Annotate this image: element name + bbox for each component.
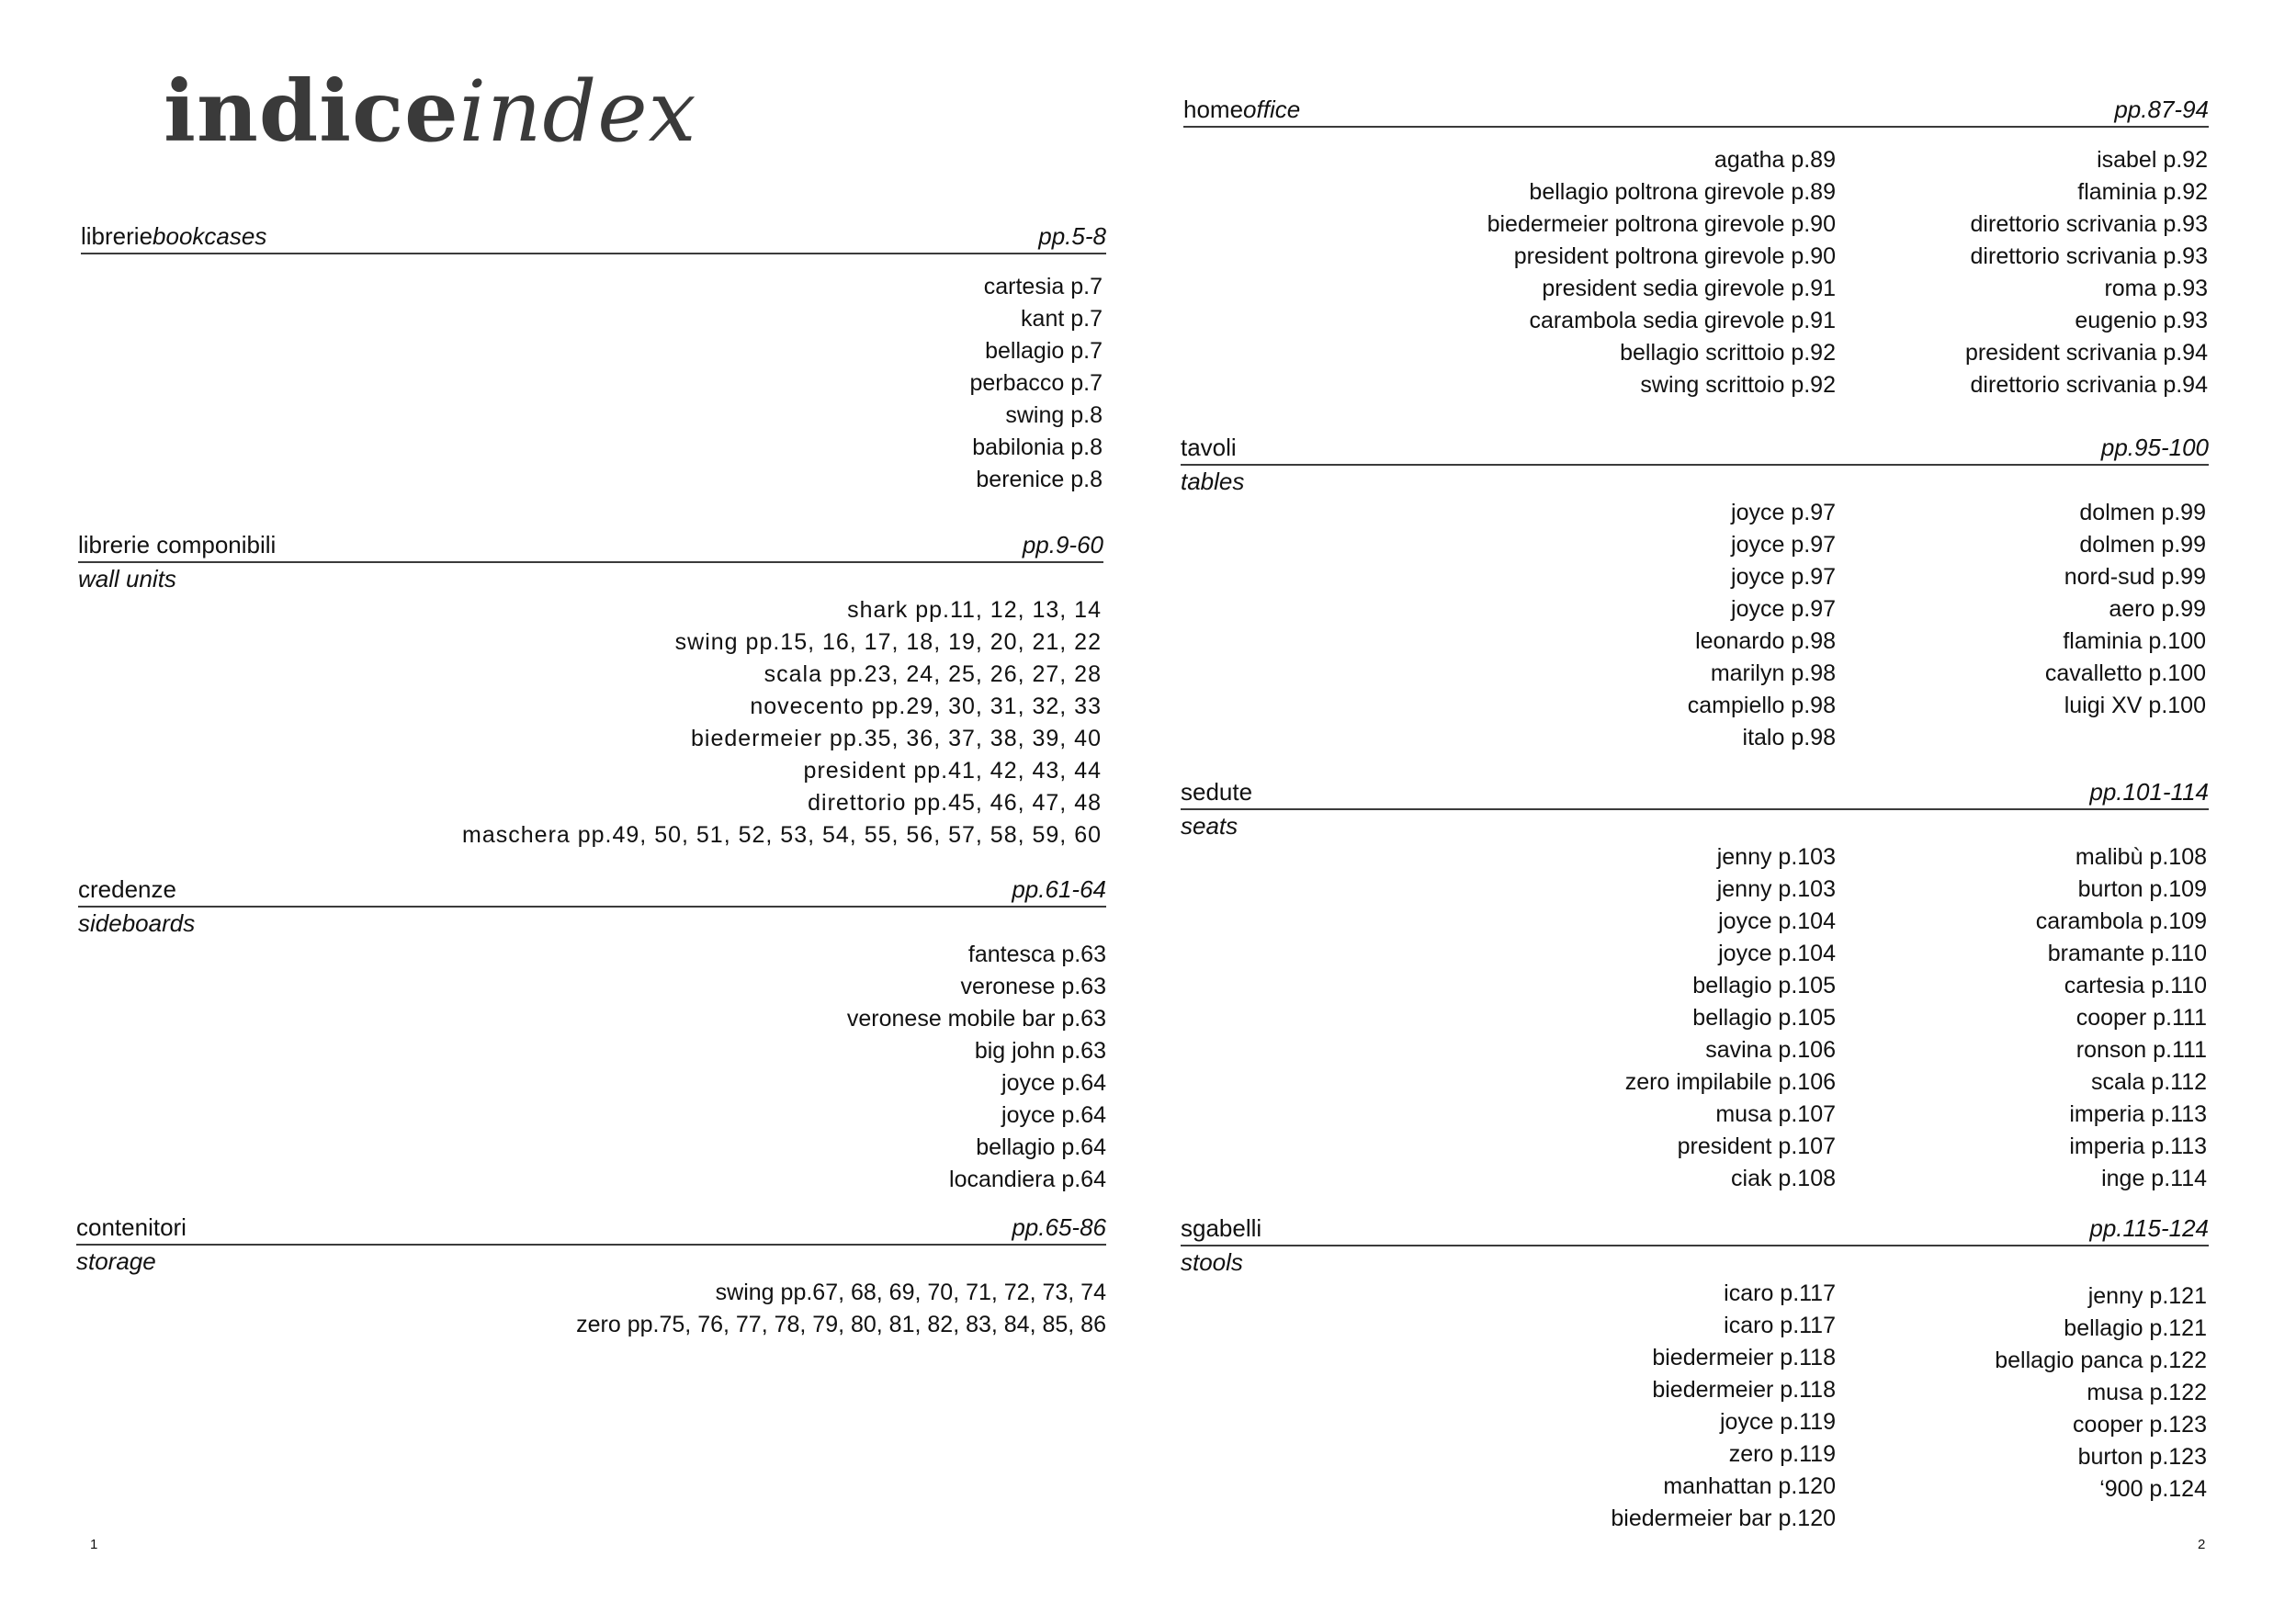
section-homeoffice	[1183, 94, 2209, 401]
list-item: inge p.114	[2101, 1166, 2207, 1191]
list-item: bellagio p.105	[1692, 973, 1836, 998]
list-item: veronese mobile bar p.63	[846, 1006, 1106, 1032]
section-title: tavoli	[1181, 434, 1237, 461]
item-column-2	[1836, 1278, 2207, 1535]
item-columns	[1181, 497, 2209, 754]
list-item: isabel p.92	[2097, 147, 2208, 173]
section-header	[76, 1212, 1106, 1246]
section-pages: pp.5-8	[1038, 222, 1106, 250]
list-item: bellagio p.64	[976, 1134, 1106, 1160]
list-item: musa p.107	[1715, 1101, 1836, 1127]
section-subtitle: storage	[76, 1247, 156, 1275]
list-item: direttorio pp.45, 46, 47, 48	[808, 790, 1102, 816]
list-item: dolmen p.99	[2079, 532, 2206, 558]
section-header	[81, 220, 1106, 254]
section-pages: pp.61-64	[1012, 875, 1106, 903]
list-item: swing pp.15, 16, 17, 18, 19, 20, 21, 22	[674, 629, 1102, 655]
section-subtitle: stools	[1181, 1248, 1243, 1276]
list-item: joyce p.64	[1001, 1070, 1106, 1096]
section-title: credenze	[78, 875, 176, 903]
item-list	[78, 594, 1103, 851]
section-contenitori	[76, 1212, 1106, 1341]
page-title: indiceindex	[164, 62, 697, 161]
list-item: eugenio p.93	[2075, 308, 2208, 333]
list-item: bellagio panca p.122	[1995, 1348, 2207, 1373]
list-item: joyce p.97	[1731, 596, 1836, 622]
list-item: dolmen p.99	[2079, 500, 2206, 525]
section-sgabelli	[1181, 1212, 2209, 1535]
list-item: savina p.106	[1705, 1037, 1836, 1063]
list-item: novecento pp.29, 30, 31, 32, 33	[750, 694, 1102, 719]
list-item: cooper p.123	[2073, 1412, 2207, 1438]
section-title: homeoffice	[1183, 96, 1301, 123]
list-item: manhattan p.120	[1663, 1473, 1836, 1499]
list-item: bellagio p.7	[985, 338, 1103, 364]
list-item: joyce p.104	[1718, 941, 1836, 966]
list-item: luigi XV p.100	[2064, 693, 2206, 718]
section-componibili	[78, 529, 1103, 851]
list-item: biedermeier pp.35, 36, 37, 38, 39, 40	[690, 726, 1102, 751]
item-column-2	[1836, 841, 2207, 1195]
list-item: scala pp.23, 24, 25, 26, 27, 28	[763, 661, 1102, 687]
list-item: joyce p.97	[1731, 532, 1836, 558]
list-item: bellagio p.105	[1692, 1005, 1836, 1031]
list-item: cartesia p.7	[983, 274, 1103, 299]
list-item: veronese p.63	[960, 974, 1106, 999]
section-header	[1181, 776, 2209, 810]
list-item: scala p.112	[2090, 1069, 2207, 1095]
list-item: direttorio scrivania p.93	[1970, 211, 2208, 237]
list-item: bellagio scrittoio p.92	[1620, 340, 1836, 366]
item-column-1	[1183, 144, 1836, 401]
section-pages: pp.101-114	[2089, 778, 2209, 806]
item-column-1	[1181, 497, 1836, 754]
list-item: musa p.122	[2087, 1380, 2207, 1405]
page-number-left: 1	[90, 1537, 98, 1552]
item-columns	[1183, 144, 2209, 401]
list-item: biedermeier p.118	[1652, 1345, 1836, 1370]
item-columns	[1181, 841, 2209, 1195]
list-item: carambola sedia girevole p.91	[1529, 308, 1836, 333]
list-item: imperia p.113	[2069, 1133, 2207, 1159]
list-item: zero p.119	[1728, 1441, 1836, 1467]
list-item: maschera pp.49, 50, 51, 52, 53, 54, 55, 56, 57, 58, 59, 60	[462, 822, 1102, 848]
list-item: flaminia p.100	[2063, 628, 2206, 654]
section-header	[1181, 1212, 2209, 1246]
list-item: cooper p.111	[2075, 1005, 2207, 1031]
list-item: locandiera p.64	[949, 1167, 1106, 1192]
list-item: joyce p.104	[1718, 908, 1836, 934]
list-item: burton p.123	[2077, 1444, 2207, 1470]
list-item: babilonia p.8	[972, 434, 1103, 460]
list-item: aero p.99	[2109, 596, 2206, 622]
list-item: jenny p.103	[1716, 876, 1836, 902]
list-item: icaro p.117	[1724, 1313, 1836, 1338]
section-header	[1181, 432, 2209, 466]
list-item: cartesia p.110	[2064, 973, 2207, 998]
list-item: jenny p.121	[2087, 1283, 2207, 1309]
item-list	[81, 271, 1106, 496]
list-item: flaminia p.92	[2077, 179, 2208, 205]
section-header	[1183, 94, 2209, 128]
list-item: ronson p.111	[2075, 1037, 2207, 1063]
list-item: president poltrona girevole p.90	[1513, 243, 1836, 269]
list-item: biedermeier bar p.120	[1611, 1506, 1836, 1531]
item-list	[78, 939, 1106, 1196]
section-title: contenitori	[76, 1213, 187, 1241]
section-title: sgabelli	[1181, 1214, 1262, 1242]
list-item: president pp.41, 42, 43, 44	[803, 758, 1102, 784]
list-item: direttorio scrivania p.93	[1970, 243, 2208, 269]
list-item: kant p.7	[1021, 306, 1103, 332]
list-item: imperia p.113	[2069, 1101, 2207, 1127]
list-item: ciak p.108	[1731, 1166, 1836, 1191]
list-item: direttorio scrivania p.94	[1970, 372, 2208, 398]
list-item: marilyn p.98	[1710, 660, 1836, 686]
list-item: carambola p.109	[2035, 908, 2207, 934]
section-pages: pp.65-86	[1012, 1213, 1106, 1241]
section-pages: pp.87-94	[2114, 96, 2209, 123]
list-item: zero impilabile p.106	[1624, 1069, 1836, 1095]
section-title: librerie componibili	[78, 531, 277, 558]
list-item: malibù p.108	[2075, 844, 2207, 870]
item-columns	[1181, 1278, 2209, 1535]
item-list	[76, 1277, 1106, 1341]
section-header	[78, 529, 1103, 563]
section-header	[78, 874, 1106, 908]
list-item: bramante p.110	[2047, 941, 2207, 966]
list-item: joyce p.97	[1731, 564, 1836, 590]
list-item: swing pp.67, 68, 69, 70, 71, 72, 73, 74	[715, 1280, 1106, 1305]
list-item: big john p.63	[974, 1038, 1106, 1064]
list-item: biedermeier poltrona girevole p.90	[1487, 211, 1836, 237]
section-title: sedute	[1181, 778, 1253, 806]
section-title: libreriebookcases	[81, 222, 267, 250]
list-item: swing scrittoio p.92	[1640, 372, 1836, 398]
list-item: zero pp.75, 76, 77, 78, 79, 80, 81, 82, 83, 84, 85, 86	[576, 1312, 1106, 1337]
list-item: joyce p.64	[1001, 1102, 1106, 1128]
list-item: president scrivania p.94	[1964, 340, 2208, 366]
section-subtitle: tables	[1181, 468, 1245, 495]
list-item: icaro p.117	[1724, 1280, 1836, 1306]
section-librerie	[81, 220, 1106, 496]
list-item: shark pp.11, 12, 13, 14	[847, 597, 1102, 623]
list-item: leonardo p.98	[1695, 628, 1836, 654]
list-item: roma p.93	[2104, 276, 2208, 301]
list-item: joyce p.97	[1731, 500, 1836, 525]
section-pages: pp.9-60	[1022, 531, 1103, 558]
list-item: president sedia girevole p.91	[1542, 276, 1836, 301]
list-item: burton p.109	[2077, 876, 2207, 902]
section-subtitle: seats	[1181, 812, 1238, 840]
list-item: italo p.98	[1742, 725, 1836, 750]
section-subtitle: wall units	[78, 565, 176, 592]
item-column-2	[1836, 144, 2208, 401]
section-subtitle: sideboards	[78, 909, 196, 937]
page-number-right: 2	[2198, 1537, 2206, 1552]
item-column-2	[1836, 497, 2206, 754]
list-item: agatha p.89	[1714, 147, 1836, 173]
list-item: biedermeier p.118	[1652, 1377, 1836, 1403]
list-item: joyce p.119	[1719, 1409, 1836, 1435]
list-item: perbacco p.7	[969, 370, 1103, 396]
item-column-1	[1181, 841, 1836, 1195]
section-credenze	[78, 874, 1106, 1196]
section-sedute	[1181, 776, 2209, 1195]
section-pages: pp.95-100	[2100, 434, 2209, 461]
list-item: cavalletto p.100	[2044, 660, 2206, 686]
list-item: nord-sud p.99	[2064, 564, 2206, 590]
list-item: berenice p.8	[976, 467, 1103, 492]
section-pages: pp.115-124	[2089, 1214, 2209, 1242]
list-item: ‘900 p.124	[2099, 1476, 2207, 1502]
list-item: jenny p.103	[1716, 844, 1836, 870]
list-item: campiello p.98	[1687, 693, 1836, 718]
list-item: bellagio p.121	[2064, 1315, 2207, 1341]
list-item: swing p.8	[1005, 402, 1103, 428]
item-column-1	[1181, 1278, 1836, 1535]
list-item: bellagio poltrona girevole p.89	[1529, 179, 1836, 205]
list-item: fantesca p.63	[967, 942, 1106, 967]
list-item: president p.107	[1677, 1133, 1836, 1159]
section-tavoli	[1181, 432, 2209, 754]
